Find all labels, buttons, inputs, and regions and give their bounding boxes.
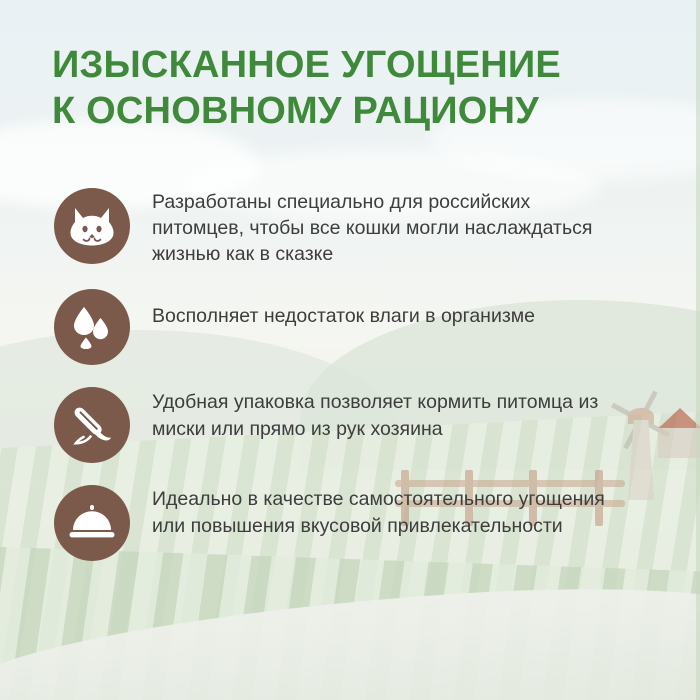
feature-list bbox=[54, 188, 654, 561]
page-title bbox=[52, 42, 652, 135]
list-item bbox=[54, 188, 654, 267]
edge-accent-line bbox=[696, 0, 700, 700]
list-item-label: Идеально в качестве самостоятельного угощения или повышения вкусовой привлекательности bbox=[152, 488, 605, 537]
barn-roof bbox=[652, 408, 700, 428]
list-item bbox=[54, 289, 654, 365]
cat-face-icon bbox=[54, 188, 130, 264]
water-drops-icon bbox=[54, 289, 130, 365]
list-item-label: Восполняет недостаток влаги в организме bbox=[152, 305, 536, 328]
list-item-label: Удобная упаковка позволяет кормить питомца из миски или прямо из рук хозяина bbox=[152, 391, 599, 440]
headline-line-2: К ОСНОВНОМУ РАЦИОНУ bbox=[52, 90, 540, 133]
food-cloche-icon bbox=[54, 485, 130, 561]
barn-icon bbox=[652, 404, 700, 458]
list-item bbox=[54, 387, 654, 463]
list-item bbox=[54, 485, 654, 561]
barn-body bbox=[658, 426, 700, 458]
headline-line-1: ИЗЫСКАННОЕ УГОЩЕНИЕ bbox=[52, 44, 561, 86]
pouch-in-hand-icon bbox=[54, 387, 130, 463]
list-item-label: Разработаны специально для российских питомцев, чтобы все кошки могли наслаждаться жизнью как в сказке bbox=[152, 191, 593, 266]
